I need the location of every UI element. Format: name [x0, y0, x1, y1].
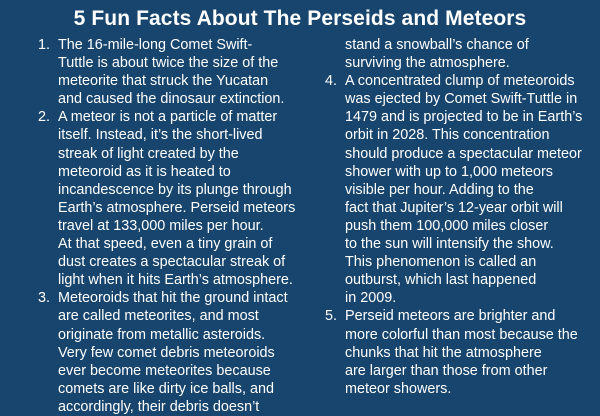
fact-line: meteoroid as it is heated to — [58, 163, 231, 180]
fact-line: light when it hits Earth’s atmosphere. — [58, 272, 293, 289]
fact-line: Perseid meteors are brighter and — [345, 308, 556, 325]
fact-line: meteorite that struck the Yucatan — [58, 73, 269, 90]
fact-line: 1479 and is projected to be in Earth’s — [345, 109, 583, 126]
fact-line: A meteor is not a particle of matter — [58, 109, 278, 126]
fact-number: 2. — [38, 109, 51, 126]
fact-line: travel at 133,000 miles per hour. — [58, 217, 264, 234]
fact-line: Meteoroids that hit the ground intact — [58, 290, 288, 307]
fact-line: ever become meteorites because — [58, 362, 271, 379]
fact-line: streak of light created by the — [58, 145, 239, 162]
fact-item-5 — [325, 307, 590, 397]
fact-line: surviving the atmosphere. — [345, 55, 510, 72]
fact-item-3-continued — [325, 36, 590, 72]
right-column — [325, 36, 590, 398]
fact-line: are larger than those from other — [345, 362, 548, 379]
fact-line: in 2009. — [345, 290, 397, 307]
fact-line: visible per hour. Adding to the — [345, 181, 534, 198]
left-column — [38, 36, 303, 416]
fact-line: outburst, which last happened — [345, 272, 537, 289]
fact-line: Tuttle is about twice the size of the — [58, 55, 279, 72]
fact-line: was ejected by Comet Swift-Tuttle in — [345, 91, 578, 108]
fact-item-3 — [38, 289, 303, 416]
fact-line: originate from metallic asteroids. — [58, 326, 266, 343]
fact-line: stand a snowball’s chance of — [345, 37, 529, 53]
fact-line: and caused the dinosaur extinction. — [58, 91, 285, 108]
fact-line: to the sun will intensify the show. — [345, 236, 554, 253]
fact-line: The 16-mile-long Comet Swift- — [58, 37, 253, 53]
fact-line: A concentrated clump of meteoroids — [345, 73, 575, 90]
fact-line: shower with up to 1,000 meteors — [345, 163, 553, 180]
fact-line: This phenomenon is called an — [345, 254, 537, 271]
fact-line: fact that Jupiter’s 12-year orbit will — [345, 199, 563, 216]
fact-line: itself. Instead, it’s the short-lived — [58, 127, 263, 144]
fact-line: At that speed, even a tiny grain of — [58, 236, 273, 253]
fact-line: dust creates a spectacular streak of — [58, 254, 286, 271]
fact-item-4 — [325, 72, 590, 307]
fact-line: are called meteorites, and most — [58, 308, 259, 325]
fact-line: Earth’s atmosphere. Perseid meteors — [58, 199, 296, 216]
fact-line: accordingly, their debris doesn’t — [58, 398, 260, 415]
fact-number: 1. — [38, 37, 51, 53]
fact-line: should produce a spectacular meteor — [345, 145, 582, 162]
fact-number: 4. — [325, 73, 338, 90]
fact-line: Very few comet debris meteoroids — [58, 344, 275, 361]
page-title: 5 Fun Facts About The Perseids and Meteors — [73, 7, 527, 30]
fact-line: incandescence by its plunge through — [58, 181, 292, 198]
fact-number: 5. — [325, 308, 338, 325]
fact-line: orbit in 2028. This concentration — [345, 127, 550, 144]
fact-line: push them 100,000 miles closer — [345, 217, 549, 234]
fact-line: meteor showers. — [345, 380, 452, 397]
fact-item-1 — [38, 36, 303, 108]
fact-line: more colorful than most because the — [345, 326, 578, 343]
fact-line: comets are like dirty ice balls, and — [58, 380, 274, 397]
fact-line: chunks that hit the atmosphere — [345, 344, 542, 361]
fact-number: 3. — [38, 290, 51, 307]
fact-item-2 — [38, 108, 303, 289]
